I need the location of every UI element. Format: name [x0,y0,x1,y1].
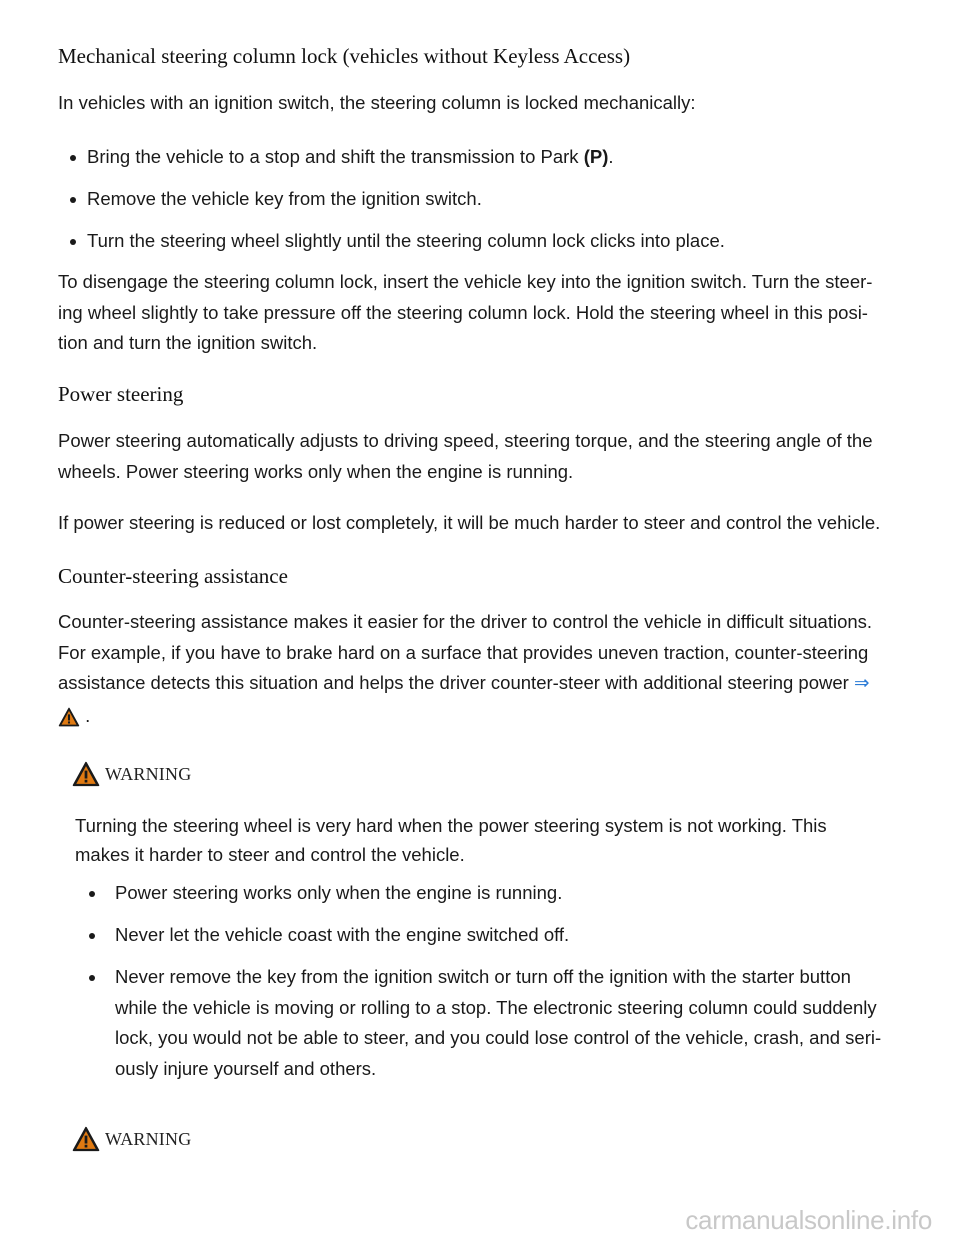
heading-counter-steering: Counter-steering assistance [58,564,288,588]
list-item: Never let the vehicle coast with the engine switched off. [87,920,569,951]
park-label: (P) [583,146,609,167]
warning-header-2 [72,1126,191,1152]
heading-power-steering: Power steering [58,382,184,406]
list-item: Bring the vehicle to a stop and shift the transmission to Park (P). [58,142,614,173]
intro-paragraph: In vehicles with an ignition switch, the steering column is locked mechanically: [58,92,696,113]
warning-label: WARNING [105,763,192,784]
warning-list [87,878,562,909]
warning-header [72,761,191,787]
warning-icon [72,1126,100,1152]
watermark: carmanualsonline.info [685,1205,932,1235]
warning-body: Turning the steering wheel is very hard when the power steering system is not working. This makes it harder to steer and control the vehicle. [75,815,827,865]
warning-icon [72,761,100,787]
lock-steps-list [58,142,614,173]
list-item: Power steering works only when the engine is running. [87,878,562,909]
list-item: Turn the steering wheel slightly until the steering column lock clicks into place. [58,226,725,257]
warning-label: WARNING [105,1128,192,1149]
power-loss-paragraph: If power steering is reduced or lost completely, it will be much harder to steer and control the vehicle. [58,512,881,533]
list-item: Never remove the key from the ignition switch or turn off the ignition with the starter button while the vehicle is moving or rolling to a stop. The electronic steering column could suddenly lock, you would not be able to steer, and you could lose control of the vehicle, crash, and seri- ously injure yourself and others. [87,962,881,1084]
lock-steps-list-2 [58,184,482,215]
lock-steps-list-3 [58,226,725,257]
cross-reference-link[interactable]: ⇒ [853,672,870,693]
warning-list-2 [87,920,569,951]
counter-steering-paragraph: Counter-steering assistance makes it easier for the driver to control the vehicle in difficult situations. For example, if you have to brake hard on a surface that provides uneven traction, counter-steering assistance detects this situation and helps the driver counter-steer with additional steering power ⇒ . [58,611,873,726]
list-item: Remove the vehicle key from the ignition switch. [58,184,482,215]
heading-mechanical-lock: Mechanical steering column lock (vehicles without Keyless Access) [58,44,631,68]
warning-icon[interactable] [58,707,80,727]
disengage-paragraph: To disengage the steering column lock, insert the vehicle key into the ignition switch. Turn the steer- ing wheel slightly to take pressure off the steering column lock. Hold the steering wheel in this posi- tion and turn the ignition switch. [58,271,873,353]
power-steering-paragraph: Power steering automatically adjusts to driving speed, steering torque, and the steering angle of the wheels. Power steering works only when the engine is running. [58,430,873,482]
warning-list-3 [87,962,881,1084]
